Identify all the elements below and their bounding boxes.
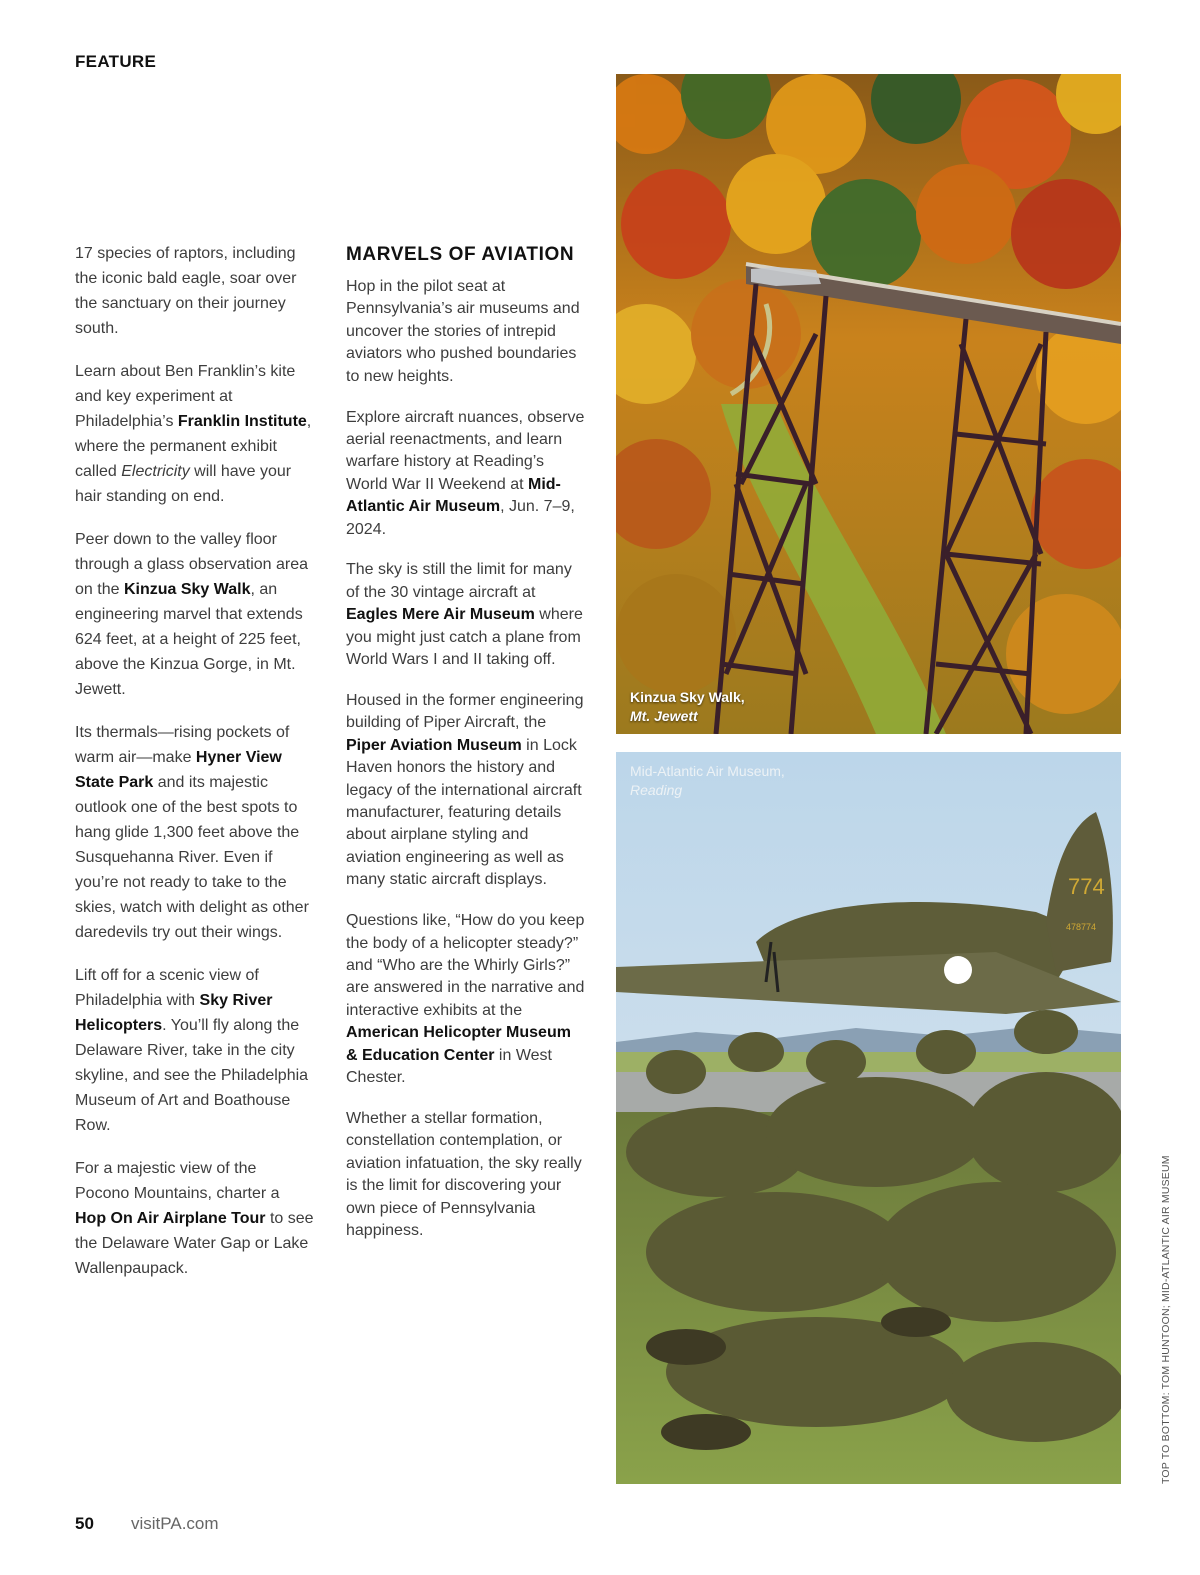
- sky-river-name: Sky River Helicopters: [75, 992, 273, 1034]
- page-number: 50: [75, 1514, 94, 1533]
- paragraph-helicopter: Questions like, “How do you keep the body of a helicopter steady?” and “Who are the Whirly Girls?” are answered in the narrative and interactive exhibits at the American Helicopter Museum & Education Center in West Chester.: [346, 912, 585, 1086]
- paragraph-sky-river: Lift off for a scenic view of Philadelphia with Sky River Helicopters. You’ll fly along the Delaware River, take in the city skyline, and see the Philadelphia Museum of Art and Boathouse Row.: [75, 967, 309, 1134]
- kinzua-sky-walk-illustration: [616, 74, 1121, 734]
- paragraph-intro: Hop in the pilot seat at Pennsylvania’s air museums and uncover the stories of intrepid aviators who pushed boundaries to new heights.: [346, 278, 580, 385]
- eagles-mere-name: Eagles Mere Air Museum: [346, 606, 535, 624]
- paragraph-closing: Whether a stellar formation, constellation contemplation, or aviation infatuation, the sky really is the limit for discovering your own piece of Pennsylvania happiness.: [346, 1109, 582, 1239]
- piper-museum-name: Piper Aviation Museum: [346, 736, 522, 754]
- helicopter-museum-name: American Helicopter Museum & Education Center: [346, 1024, 571, 1064]
- exhibit-name: Electricity: [121, 463, 190, 480]
- section-heading: MARVELS OF AVIATION: [346, 244, 575, 265]
- caption-name: Mid-Atlantic Air Museum,: [630, 763, 785, 779]
- franklin-institute-name: Franklin Institute: [177, 413, 307, 430]
- tail-code: 774: [1068, 874, 1105, 899]
- caption-name: Kinzua Sky Walk,: [630, 689, 745, 705]
- aircraft-reenactors-illustration: [616, 752, 1121, 1484]
- body-column-left: [75, 241, 315, 1299]
- paragraph-eagles-mere: The sky is still the limit for many of the 30 vintage aircraft at Eagles Mere Air Museum where you might just catch a plane from World Wars I and II taking off.: [346, 561, 583, 669]
- paragraph-hop-on-air: For a majestic view of the Pocono Mountains, charter a Hop On Air Airplane Tour to see the Delaware Water Gap or Lake Wallenpaupack.: [75, 1160, 314, 1277]
- hyner-view-name: Hyner View State Park: [75, 749, 282, 791]
- paragraph-piper: Housed in the former engineering building of Piper Aircraft, the Piper Aviation Museum in Lock Haven honors the history and legacy of the international aircraft manufacturer, featuring details about airplane styling and aviation engineering as well as many static aircraft displays.: [346, 692, 584, 889]
- mid-atlantic-caption: [630, 762, 785, 800]
- kinzua-sky-walk-name: Kinzua Sky Walk: [123, 581, 251, 598]
- caption-location: Mt. Jewett: [630, 708, 698, 724]
- paragraph-raptors: 17 species of raptors, including the iconic bald eagle, soar over the sanctuary on their journey south.: [75, 245, 297, 337]
- kinzua-caption: [630, 688, 745, 726]
- hop-on-air-name: Hop On Air Airplane Tour: [75, 1210, 266, 1227]
- paragraph-hyner: Its thermals—rising pockets of warm air—make Hyner View State Park and its majestic outlook one of the best spots to hang glide 1,300 feet above the Susquehanna River. Even if you’re not ready to take to the skies, watch with delight as other daredevils try out their wings.: [75, 724, 309, 941]
- mid-atlantic-name: Mid-Atlantic Air Museum: [346, 475, 561, 516]
- kinzua-sky-walk-photo: [616, 74, 1121, 734]
- paragraph-mid-atlantic: Explore aircraft nuances, observe aerial reenactments, and learn warfare history at Reading’s World War II Weekend at Mid-Atlantic Air Museum, Jun. 7–9, 2024.: [346, 408, 585, 538]
- paragraph-kinzua: Peer down to the valley floor through a glass observation area on the Kinzua Sky Walk, an engineering marvel that extends 624 feet, at a height of 225 feet, above the Kinzua Gorge, in Mt. Jewett.: [75, 531, 309, 698]
- caption-location: Reading: [630, 782, 683, 798]
- paragraph-franklin: Learn about Ben Franklin’s kite and key experiment at Philadelphia’s Franklin Institute, where the permanent exhibit called Electricity will have your hair standing on end.: [75, 363, 312, 505]
- tail-serial: 478774: [1066, 922, 1097, 932]
- section-label: FEATURE: [75, 52, 157, 71]
- photo-credit: TOP TO BOTTOM: TOM HUNTOON; MID-ATLANTIC AIR MUSEUM: [1160, 1155, 1172, 1484]
- body-column-middle: [346, 244, 586, 1261]
- mid-atlantic-air-museum-photo: [616, 752, 1121, 1484]
- site-url: visitPA.com: [131, 1514, 219, 1533]
